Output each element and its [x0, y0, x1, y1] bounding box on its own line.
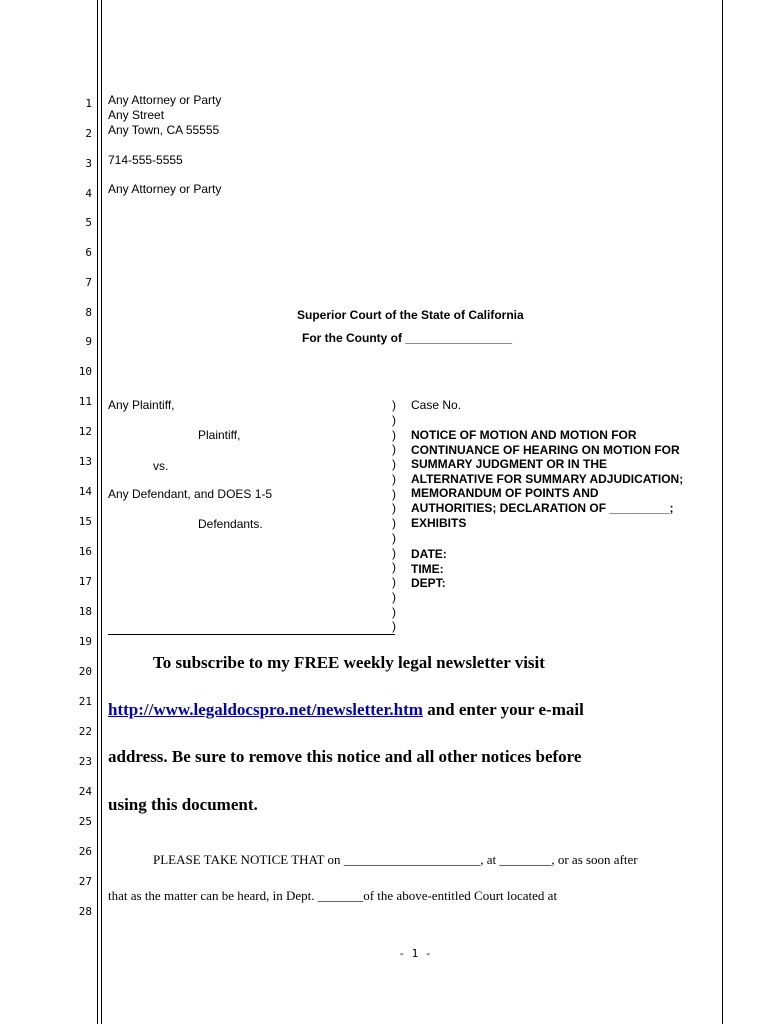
line-number: 26 — [78, 845, 92, 858]
attorney-phone: 714-555-5555 — [108, 153, 183, 167]
case-title-line: AUTHORITIES; DECLARATION OF _________; — [411, 500, 674, 515]
line-number: 14 — [78, 485, 92, 498]
attorney-street: Any Street — [108, 108, 165, 122]
hearing-date-label: DATE: — [411, 547, 447, 561]
line-number: 2 — [85, 127, 92, 140]
line-number: 28 — [78, 905, 92, 918]
newsletter-line-2 — [108, 699, 584, 721]
line-number: 3 — [85, 157, 92, 170]
defendant-role: Defendants. — [198, 517, 263, 531]
caption-paren: ) — [392, 457, 396, 471]
right-margin-rule — [722, 0, 723, 1024]
caption-paren: ) — [392, 442, 396, 457]
caption-underline — [108, 634, 395, 635]
page-number: - 1 - — [398, 947, 432, 960]
caption-paren: ) — [392, 560, 396, 575]
caption-paren-column — [392, 398, 402, 634]
newsletter-line-2-rest: and enter your e-mail — [422, 700, 584, 719]
caption-paren: ) — [392, 619, 396, 634]
line-number: 7 — [85, 276, 92, 289]
caption-paren: ) — [392, 398, 396, 412]
line-number: 5 — [85, 216, 92, 229]
line-number: 23 — [78, 755, 92, 768]
court-county: For the County of ________________ — [302, 331, 513, 345]
notice-line-1: PLEASE TAKE NOTICE THAT on _____________________, at ________, or as soon after — [153, 852, 638, 867]
line-number: 18 — [78, 605, 92, 618]
line-number: 22 — [78, 725, 92, 738]
case-title-line: MEMORANDUM OF POINTS AND — [411, 486, 599, 501]
case-title-line: NOTICE OF MOTION AND MOTION FOR — [411, 428, 637, 442]
line-number: 21 — [78, 695, 92, 708]
case-title-line: EXHIBITS — [411, 515, 467, 530]
caption-paren: ) — [392, 501, 396, 516]
caption-paren: ) — [392, 412, 396, 427]
line-number: 1 — [85, 97, 92, 110]
attorney-for: Any Attorney or Party — [108, 182, 222, 196]
caption-paren: ) — [392, 575, 396, 589]
line-number: 19 — [78, 635, 92, 648]
caption-paren: ) — [392, 604, 396, 619]
newsletter-line-3: address. Be sure to remove this notice and all other notices before — [108, 747, 582, 766]
versus: vs. — [153, 459, 169, 473]
plaintiff-name: Any Plaintiff, — [108, 398, 175, 412]
line-number: 4 — [85, 187, 92, 200]
line-number: 20 — [78, 665, 92, 678]
defendant-name: Any Defendant, and DOES 1-5 — [108, 487, 273, 501]
newsletter-line-1: To subscribe to my FREE weekly legal newsletter visit — [153, 653, 545, 672]
caption-paren: ) — [392, 486, 396, 501]
line-number: 12 — [78, 425, 92, 438]
court-name: Superior Court of the State of California — [297, 308, 524, 322]
line-number: 24 — [78, 785, 92, 798]
line-number: 6 — [85, 246, 92, 259]
line-number: 16 — [78, 545, 92, 558]
line-number: 9 — [85, 335, 92, 348]
caption-paren: ) — [392, 516, 396, 530]
caption-paren: ) — [392, 427, 396, 442]
case-title-line: ALTERNATIVE FOR SUMMARY ADJUDICATION; — [411, 471, 684, 486]
line-number: 27 — [78, 875, 92, 888]
plaintiff-role: Plaintiff, — [198, 428, 241, 442]
line-number: 11 — [78, 395, 92, 408]
caption-paren: ) — [392, 589, 396, 604]
case-title-line: SUMMARY JUDGMENT OR IN THE — [411, 457, 608, 472]
newsletter-line-4: using this document. — [108, 795, 258, 814]
attorney-city: Any Town, CA 55555 — [108, 123, 220, 137]
hearing-info — [411, 547, 447, 591]
line-number: 15 — [78, 515, 92, 528]
case-title — [411, 428, 683, 530]
caption-paren: ) — [392, 545, 396, 560]
hearing-dept-label: DEPT: — [411, 576, 446, 591]
case-number-label: Case No. — [411, 398, 462, 412]
caption-paren: ) — [392, 471, 396, 486]
attorney-name: Any Attorney or Party — [108, 93, 222, 107]
line-number: 10 — [78, 365, 92, 378]
caption-paren: ) — [392, 530, 396, 545]
line-number: 25 — [78, 815, 92, 828]
newsletter-link[interactable]: http://www.legaldocspro.net/newsletter.htm — [108, 700, 423, 719]
left-margin-rule — [101, 0, 102, 1024]
line-number: 13 — [78, 455, 92, 468]
notice-line-2: that as the matter can be heard, in Dept. _______of the above-entitled Court located at — [108, 888, 558, 903]
line-number: 8 — [85, 306, 92, 319]
hearing-time-label: TIME: — [411, 561, 444, 576]
left-margin-rule — [97, 0, 98, 1024]
case-title-line: CONTINUANCE OF HEARING ON MOTION FOR — [411, 442, 680, 457]
line-number: 17 — [78, 575, 92, 588]
